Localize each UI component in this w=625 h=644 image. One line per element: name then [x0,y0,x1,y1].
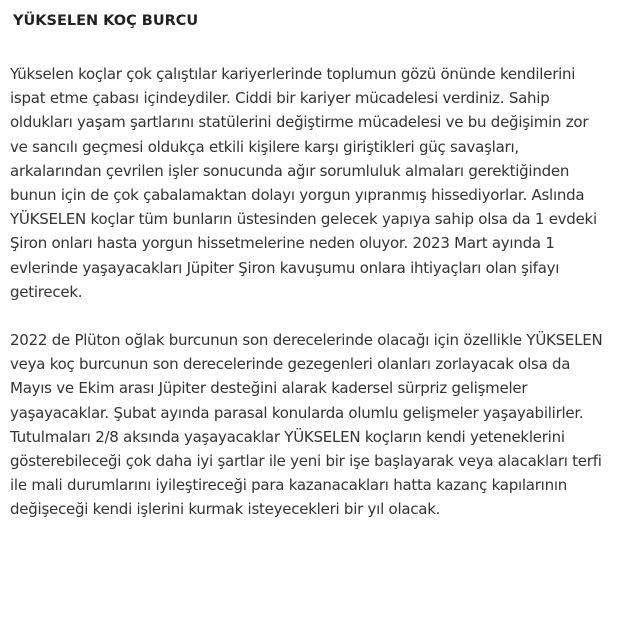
article-paragraph-1: Yükselen koçlar çok çalıştılar kariyerlerinde toplumun gözü önünde kendilerini ispat etme çabası içindeydiler. Ciddi bir kariyer mücadelesi verdiniz. Sahip oldukları yaşam şartlarını statülerini değiştirme mücadelesi ve bu değişimin zor ve sancılı geçmesi oldukça etkili kişilere karşı giriştikleri güç savaşları, arkalarından çevrilen işler sonucunda ağır sorumluluk almaları gerektiğinden bunun için de çok çabalamaktan dolayı yorgun yıpranmış hissediyorlar. Aslında YÜKSELEN koçlar tüm bunların üstesinden gelecek yapıya sahip olsa da 1 evdeki Şiron onları hasta yorgun hissetmelerine neden oluyor. 2023 Mart ayında 1 evlerinde yaşayacakları Jüpiter Şiron kavuşumu onlara ihtiyaçları olan şifayı getirecek. [10,65,597,301]
article-paragraph-2: 2022 de Plüton oğlak burcunun son derecelerinde olacağı için özellikle YÜKSELEN veya koç burcunun son derecelerinde gezegenleri olanları zorlayacak olsa da Mayıs ve Ekim arası Jüpiter desteğini alarak kadersel sürpriz gelişmeler yaşayacaklar. Şubat ayında parasal konularda olumlu gelişmeler yaşayabilirler. Tutulmaları 2/8 aksında yaşayacaklar YÜKSELEN koçların kendi yeteneklerini gösterebileceği çok daha iyi şartlar ile yeni bir işe başlayarak veya alacakları terfi ile mali durumlarını iyileştireceği para kazanacakları hatta kazanç kapılarının değişeceği kendi işlerini kurmak isteyecekleri bir yıl olacak. [10,331,603,519]
article [10,0,610,522]
article-title: YÜKSELEN KOÇ BURCU [13,13,199,29]
